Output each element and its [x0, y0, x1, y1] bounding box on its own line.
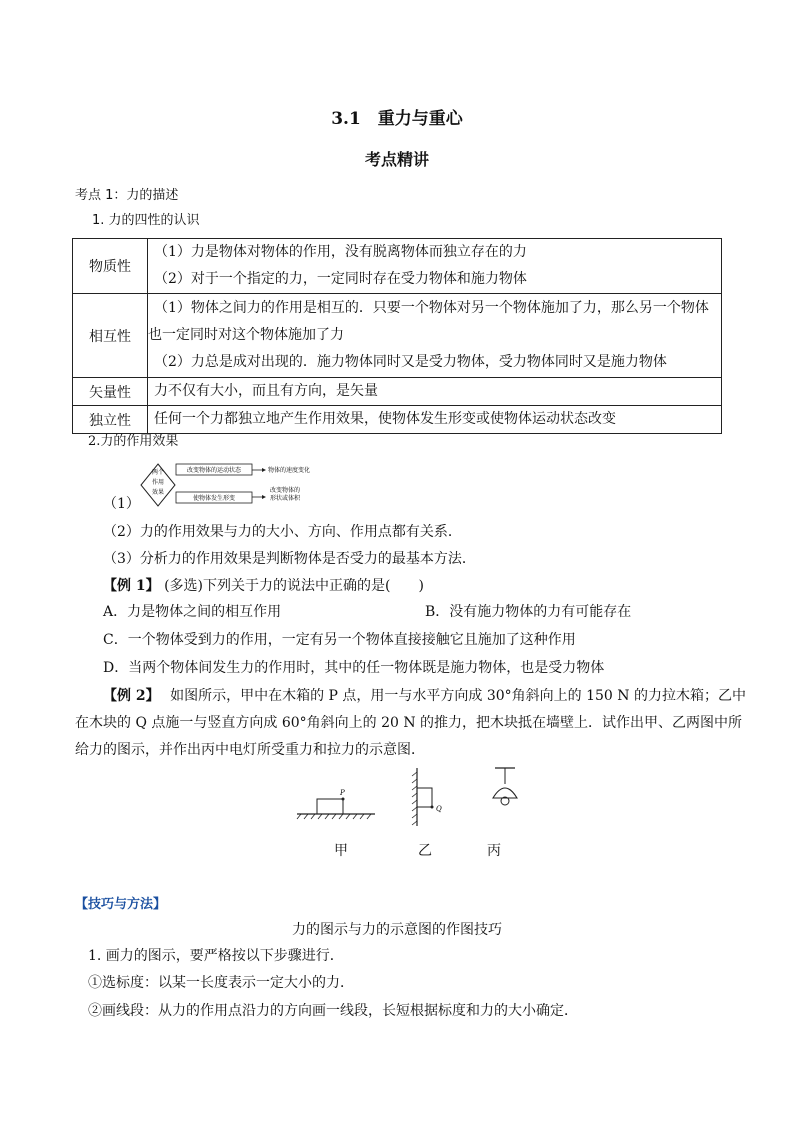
section-subtitle: 考点精讲 [364, 150, 429, 169]
table-line: 力不仅有大小，而且有方向，是矢量 [154, 383, 378, 399]
option-a: A．力是物体之间的相互作用 [103, 604, 282, 620]
table-value [148, 406, 722, 434]
force-properties-table [72, 238, 722, 434]
example-2-label: 【例 2】 [103, 688, 160, 704]
diagram-result-text: 改变物体的 [270, 487, 301, 494]
effects-line-3: （3）分析力的作用效果是判断物体是否受力的最基本方法． [103, 551, 476, 567]
point-heading: 考点 1：力的描述 [75, 188, 179, 203]
table-key: 独立性 [73, 406, 148, 434]
table-key: 矢量性 [73, 378, 148, 406]
table-value [148, 239, 722, 294]
diagram-arrow-head [262, 468, 266, 472]
table-line: （2）力总是成对出现的．施力物体同时又是受力物体，受力物体同时又是施力物体 [154, 354, 667, 370]
table-line: （1）力是物体对物体的作用，没有脱离物体而独立存在的力 [154, 244, 527, 260]
option-c: C．一个物体受到力的作用，一定有另一个物体直接接触它且施加了这种作用 [103, 632, 576, 648]
table-row [73, 378, 722, 406]
tips-line-1: 1. 画力的图示，要严格按以下步骤进行． [88, 948, 344, 964]
force-effects-diagram [140, 460, 340, 512]
figure-yi [412, 768, 442, 826]
figure-label-yi: 乙 [418, 843, 432, 859]
table-row [73, 406, 722, 434]
example-2-figures [295, 762, 535, 832]
diagram-center-text: 效果 [151, 489, 165, 496]
table-line: （2）对于一个指定的力，一定同时存在受力物体和施力物体 [154, 271, 527, 287]
diagram-arrow-head [262, 495, 266, 499]
table-row [73, 294, 722, 378]
diagram-result-text: 物体的速度变化 [268, 467, 311, 474]
example-2-line-1 [103, 686, 746, 706]
diagram-box-text: 改变物体的运动状态 [186, 467, 242, 474]
point-p-dot [342, 798, 345, 801]
tips-line-2: ①选标度：以某一长度表示一定大小的力． [88, 975, 354, 991]
diagram-center-text: 两个 [151, 469, 165, 476]
sub-heading-effects: 2.力的作用效果 [88, 434, 179, 449]
wooden-block [417, 788, 432, 807]
example-2-text: 如图所示，甲中在木箱的 P 点，用一与水平方向成 30°角斜向上的 150 N 的力拉木箱；乙中 [170, 688, 746, 704]
tips-heading: 【技巧与方法】 [75, 897, 167, 912]
tips-line-3: ②画线段：从力的作用点沿力的方向画一线段，长短根据标度和力的大小确定． [88, 1003, 578, 1019]
table-key: 相互性 [73, 294, 148, 378]
figure-bing [493, 768, 517, 805]
table-line: 也一定同时对这个物体施加了力 [148, 327, 344, 343]
wall-hatch [412, 772, 417, 825]
example-2-line-2: 在木块的 Q 点施一与竖直方向成 60°角斜向上的 20 N 的推力，把木块抵在墙壁上．试作出甲、乙两图中所 [75, 715, 743, 731]
sub-heading-four-properties: 1. 力的四性的认识 [92, 213, 200, 228]
option-b: B．没有施力物体的力有可能存在 [425, 604, 632, 620]
table-line: （1）物体之间力的作用是相互的．只要一个物体对另一个物体施加了力，那么另一个物体 [154, 300, 709, 316]
diagram-result-text: 形状或体积 [270, 495, 301, 502]
figure-label-jia: 甲 [334, 843, 348, 859]
tips-title: 力的图示与力的示意图的作图技巧 [292, 922, 502, 938]
page-title: 3.1 重力与重心 [331, 109, 463, 129]
diagram-center-text: 作用 [151, 479, 165, 486]
table-row [73, 239, 722, 294]
example-1-question: (多选)下列关于力的说法中正确的是( ) [164, 578, 424, 594]
table-line: 任何一个力都独立地产生作用效果，使物体发生形变或使物体运动状态改变 [154, 411, 616, 427]
table-value [148, 378, 722, 406]
ground-hatch [297, 814, 371, 819]
example-2-line-3: 给力的图示，并作出丙中电灯所受重力和拉力的示意图． [75, 742, 425, 758]
diagram-item-label: （1） [103, 496, 140, 512]
figure-jia [297, 789, 375, 819]
option-d: D．当两个物体间发生力的作用时，其中的任一物体既是施力物体，也是受力物体 [103, 660, 605, 676]
example-1-label: 【例 1】 [103, 578, 160, 594]
wooden-box [317, 799, 343, 814]
example-1-stem [103, 576, 424, 596]
table-key: 物质性 [73, 239, 148, 294]
point-q-dot [431, 806, 434, 809]
table-value [148, 294, 722, 378]
point-q-label: Q [436, 805, 442, 813]
effects-line-2: （2）力的作用效果与力的大小、方向、作用点都有关系． [103, 524, 462, 540]
point-p-label: P [340, 789, 345, 797]
figure-label-bing: 丙 [487, 843, 501, 859]
diagram-box-text: 使物体发生形变 [192, 495, 236, 502]
